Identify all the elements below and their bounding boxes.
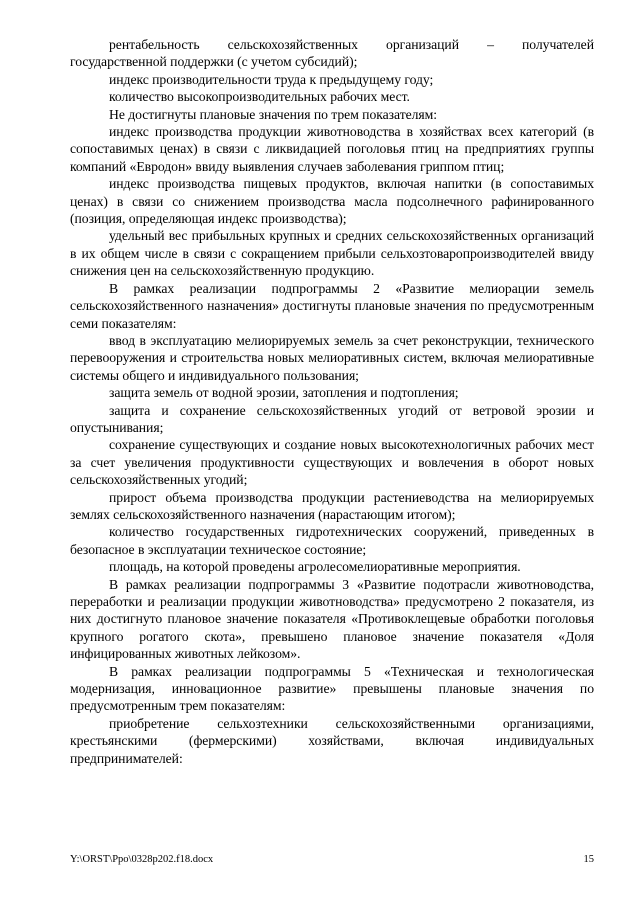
paragraph: индекс производства продукции животноводства в хозяйствах всех категорий (в сопоставимых ценах) в связи с ликвидацией поголовья птиц на предприятиях группы компаний «Евродон» ввиду выявления случаев заболевания гриппом птиц;: [70, 124, 594, 174]
paragraph: индекс производства пищевых продуктов, включая напитки (в сопоставимых ценах) в связи со снижением производства масла подсолнечного рафинированного (позиция, определяющая индекс производства);: [70, 176, 594, 227]
paragraph: площадь, на которой проведены агролесомелиоративные мероприятия.: [109, 559, 521, 575]
paragraph: В рамках реализации подпрограммы 5 «Техническая и технологическая модернизация, инновационное развитие» превышены плановые значения по предусмотренным трем показателям:: [70, 663, 594, 714]
paragraph: рентабельность сельскохозяйственных организаций – получателей государственной поддержки (с учетом субсидий);: [70, 37, 594, 70]
paragraph: В рамках реализации подпрограммы 3 «Развитие подотрасли животноводства, переработки и реализации продукции животноводства» предусмотрено 2 показателя, из них достигнуто плановое значение показателя «Противоклещевые обработки поголовья крупного рогатого скота», превышено плановое значение показателя «Доля инфицированных животных лейкозом».: [70, 576, 594, 662]
paragraph: защита и сохранение сельскохозяйственных угодий от ветровой эрозии и опустынивания;: [70, 402, 594, 435]
paragraph: количество государственных гидротехнических сооружений, приведенных в безопасное в эксплуатации техническое состояние;: [70, 524, 594, 557]
paragraph: сохранение существующих и создание новых высокотехнологичных рабочих мест за счет увеличения продуктивности существующих и вовлечения в оборот новых сельскохозяйственных угодий;: [70, 437, 594, 488]
paragraph: количество высокопроизводительных рабочих мест.: [109, 89, 410, 105]
page-number: 15: [583, 854, 594, 865]
paragraph: удельный вес прибыльных крупных и средних сельскохозяйственных организаций в их общем числе в связи с сокращением прибыли сельхозтоваропроизводителей ввиду снижения цен на сельскохозяйственную продукцию.: [70, 228, 594, 279]
page-footer: [70, 854, 594, 865]
document-body: [70, 36, 594, 767]
paragraph: прирост объема производства продукции растениеводства на мелиорируемых землях сельскохозяйственного назначения (нарастающим итогом);: [70, 489, 594, 522]
paragraph: В рамках реализации подпрограммы 2 «Развитие мелиорации земель сельскохозяйственного назначения» достигнуты плановые значения по предусмотренным семи показателям:: [70, 280, 594, 331]
paragraph: защита земель от водной эрозии, затопления и подтопления;: [109, 385, 459, 401]
paragraph: приобретение сельхозтехники сельскохозяйственными организациями, крестьянскими (фермерскими) хозяйствами, включая индивидуальных предпринимателей:: [70, 715, 594, 766]
file-path: Y:\ORST\Ppo\0328p202.f18.docx: [70, 854, 214, 865]
paragraph: ввод в эксплуатацию мелиорируемых земель за счет реконструкции, технического перевооружения и строительства новых мелиоративных систем, включая мелиоративные системы общего и индивидуального пользования;: [70, 332, 594, 383]
paragraph: Не достигнуты плановые значения по трем показателям:: [109, 106, 438, 122]
paragraph: индекс производительности труда к предыдущему году;: [109, 71, 434, 87]
